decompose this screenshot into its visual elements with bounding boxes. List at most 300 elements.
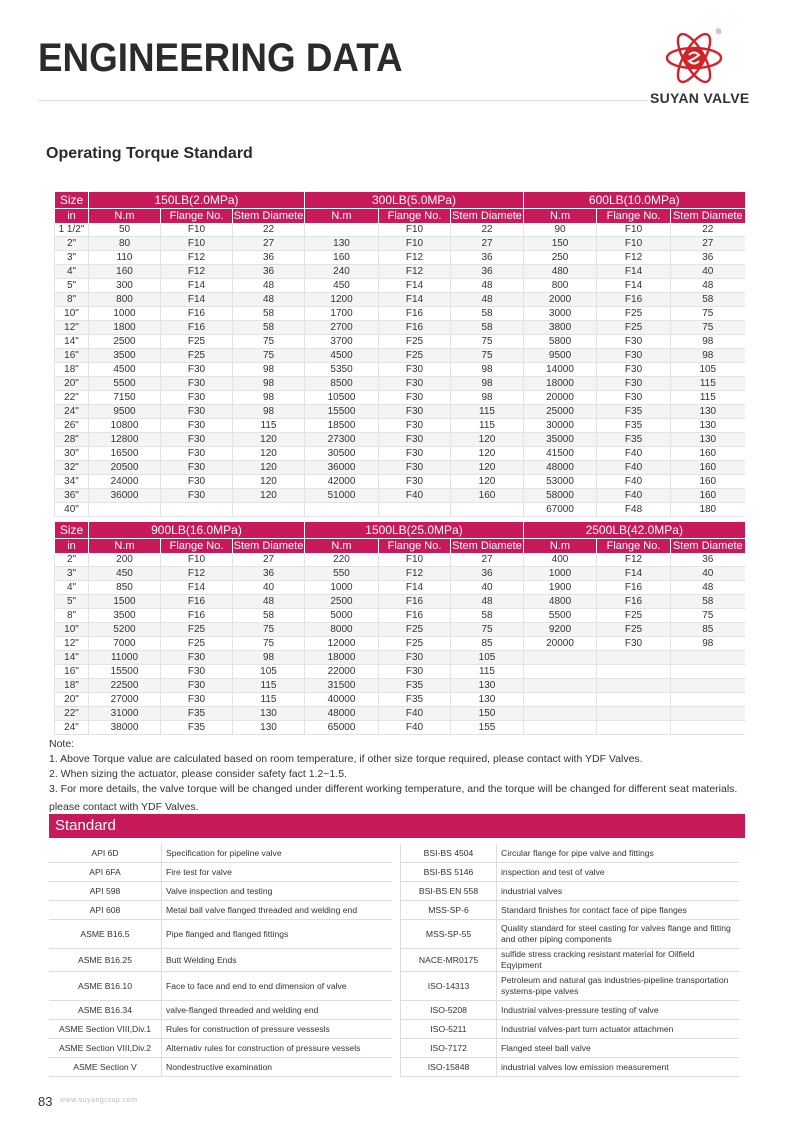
table-row	[55, 335, 745, 349]
value-cell: 98	[233, 651, 305, 665]
value-cell	[597, 707, 671, 721]
value-cell: F25	[379, 335, 451, 349]
header-in: in	[55, 209, 89, 224]
value-cell: 240	[305, 265, 379, 279]
size-cell: 36"	[55, 489, 89, 503]
value-cell: F12	[597, 553, 671, 567]
value-cell: F25	[379, 349, 451, 363]
value-cell: 98	[671, 637, 745, 651]
value-cell: 27300	[305, 433, 379, 447]
table-row	[55, 609, 745, 623]
group-header: 900LB(16.0MPa)	[89, 522, 305, 539]
size-cell: 26"	[55, 419, 89, 433]
value-cell: 48	[671, 279, 745, 293]
value-cell	[597, 721, 671, 735]
value-cell	[161, 503, 233, 517]
value-cell: F12	[161, 265, 233, 279]
standard-row	[49, 901, 739, 920]
value-cell: 200	[89, 553, 161, 567]
value-cell: 8000	[305, 623, 379, 637]
size-cell: 2"	[55, 553, 89, 567]
value-cell: F14	[379, 581, 451, 595]
value-cell: 160	[451, 489, 524, 503]
header-size: Size	[55, 192, 89, 209]
value-cell: F30	[379, 419, 451, 433]
value-cell: 10500	[305, 391, 379, 405]
value-cell: 40	[233, 581, 305, 595]
col-header: Flange No.	[597, 209, 671, 224]
value-cell	[671, 679, 745, 693]
table-row	[55, 419, 745, 433]
table-row	[55, 595, 745, 609]
value-cell: 75	[451, 335, 524, 349]
value-cell: 160	[671, 447, 745, 461]
size-cell: 32"	[55, 461, 89, 475]
standard-row	[49, 920, 739, 949]
standard-description: Alternativ rules for construction of pressure vessels	[162, 1039, 393, 1058]
table-row	[55, 637, 745, 651]
value-cell: 27000	[89, 693, 161, 707]
value-cell: F10	[379, 223, 451, 237]
group-header: 150LB(2.0MPa)	[89, 192, 305, 209]
value-cell: 115	[451, 419, 524, 433]
value-cell	[597, 651, 671, 665]
table-row	[55, 553, 745, 567]
standard-code: ASME Section V	[49, 1058, 162, 1077]
standard-row	[49, 1020, 739, 1039]
header-divider	[38, 100, 648, 101]
value-cell: 850	[89, 581, 161, 595]
value-cell: 800	[89, 293, 161, 307]
value-cell: F30	[161, 405, 233, 419]
value-cell: 8500	[305, 377, 379, 391]
value-cell	[451, 503, 524, 517]
value-cell: 58	[451, 321, 524, 335]
value-cell: 5500	[524, 609, 597, 623]
value-cell: 36	[233, 265, 305, 279]
standard-code: MSS-SP-55	[401, 920, 497, 949]
value-cell: 150	[451, 707, 524, 721]
value-cell: 40	[671, 265, 745, 279]
value-cell: 110	[89, 251, 161, 265]
table-row	[55, 405, 745, 419]
value-cell: F30	[597, 637, 671, 651]
value-cell: 115	[671, 377, 745, 391]
size-cell: 10"	[55, 623, 89, 637]
value-cell: 2500	[89, 335, 161, 349]
value-cell: F16	[597, 293, 671, 307]
value-cell	[524, 693, 597, 707]
value-cell: 115	[233, 693, 305, 707]
table-row	[55, 503, 745, 517]
value-cell: 400	[524, 553, 597, 567]
value-cell: 130	[451, 693, 524, 707]
value-cell: 3500	[89, 349, 161, 363]
value-cell: 80	[89, 237, 161, 251]
value-cell: 75	[233, 335, 305, 349]
value-cell: F16	[161, 321, 233, 335]
value-cell: 160	[89, 265, 161, 279]
value-cell: F30	[379, 391, 451, 405]
value-cell: 120	[233, 489, 305, 503]
value-cell: F30	[161, 651, 233, 665]
value-cell: 75	[451, 623, 524, 637]
value-cell: 130	[671, 419, 745, 433]
value-cell: F10	[161, 223, 233, 237]
value-cell: 22000	[305, 665, 379, 679]
size-cell: 34"	[55, 475, 89, 489]
value-cell: F40	[597, 461, 671, 475]
size-cell: 3"	[55, 567, 89, 581]
standard-row	[49, 863, 739, 882]
standard-description: Nondestructive examination	[162, 1058, 393, 1077]
standard-description: Metal ball valve flanged threaded and welding end	[162, 901, 393, 920]
value-cell: 12000	[305, 637, 379, 651]
value-cell: F12	[161, 251, 233, 265]
column-gap	[392, 1058, 401, 1077]
standard-code: ASME B16.25	[49, 949, 162, 972]
value-cell: 130	[305, 237, 379, 251]
value-cell: 53000	[524, 475, 597, 489]
group-header: 600LB(10.0MPa)	[524, 192, 745, 209]
size-cell: 20"	[55, 377, 89, 391]
standard-description: Circular flange for pipe valve and fittings	[497, 844, 740, 863]
value-cell: F30	[161, 363, 233, 377]
standard-code: API 6FA	[49, 863, 162, 882]
value-cell: F35	[597, 419, 671, 433]
value-cell: 48	[451, 595, 524, 609]
value-cell: 105	[233, 665, 305, 679]
torque-table-1	[54, 192, 745, 517]
col-header: N.m	[89, 209, 161, 224]
standard-description: valve-flanged threaded and welding end	[162, 1001, 393, 1020]
value-cell: 130	[671, 433, 745, 447]
table-row	[55, 693, 745, 707]
value-cell: F10	[161, 237, 233, 251]
value-cell: F30	[379, 475, 451, 489]
col-header: N.m	[305, 209, 379, 224]
value-cell: F25	[379, 637, 451, 651]
value-cell: 48	[233, 595, 305, 609]
value-cell: F40	[379, 707, 451, 721]
value-cell: 20000	[524, 391, 597, 405]
value-cell: 27	[233, 553, 305, 567]
table-row	[55, 707, 745, 721]
value-cell: F16	[379, 595, 451, 609]
value-cell	[671, 693, 745, 707]
value-cell: 130	[233, 721, 305, 735]
size-cell: 8"	[55, 293, 89, 307]
standard-description: Petroleum and natural gas industries-pipeline transportation systems-pipe valves	[497, 972, 740, 1001]
value-cell: F48	[597, 503, 671, 517]
group-header: 300LB(5.0MPa)	[305, 192, 524, 209]
value-cell: 130	[451, 679, 524, 693]
value-cell: 3700	[305, 335, 379, 349]
size-cell: 5"	[55, 279, 89, 293]
value-cell: 36	[671, 251, 745, 265]
value-cell: 1000	[305, 581, 379, 595]
value-cell: 30000	[524, 419, 597, 433]
col-header: Stem Diamete	[671, 539, 745, 554]
table-row	[55, 307, 745, 321]
table-row	[55, 363, 745, 377]
value-cell: 58	[451, 609, 524, 623]
value-cell: 27	[233, 237, 305, 251]
table-row	[55, 475, 745, 489]
value-cell: F12	[161, 567, 233, 581]
column-gap	[392, 949, 401, 972]
value-cell: 12800	[89, 433, 161, 447]
value-cell: F40	[597, 475, 671, 489]
standard-row	[49, 1001, 739, 1020]
value-cell: 98	[233, 391, 305, 405]
standard-row	[49, 1058, 739, 1077]
standard-description: Industrial valves-part turn actuator attachmen	[497, 1020, 740, 1039]
value-cell: F25	[161, 637, 233, 651]
table-row	[55, 567, 745, 581]
value-cell: F10	[379, 553, 451, 567]
value-cell: 25000	[524, 405, 597, 419]
standard-row	[49, 882, 739, 901]
value-cell: F30	[379, 665, 451, 679]
value-cell: 85	[671, 623, 745, 637]
standard-description: industrial valves	[497, 882, 740, 901]
note-line: Note:	[49, 738, 75, 750]
value-cell: 1000	[89, 307, 161, 321]
size-cell: 4"	[55, 265, 89, 279]
value-cell: F16	[161, 307, 233, 321]
value-cell: F14	[597, 567, 671, 581]
standard-description: industrial valves low emission measurement	[497, 1058, 740, 1077]
size-cell: 12"	[55, 637, 89, 651]
notes	[49, 737, 769, 815]
value-cell: F40	[597, 489, 671, 503]
value-cell: 4500	[89, 363, 161, 377]
value-cell: F30	[161, 693, 233, 707]
value-cell: F16	[161, 609, 233, 623]
value-cell: 48	[451, 293, 524, 307]
value-cell: 16500	[89, 447, 161, 461]
value-cell: F30	[161, 665, 233, 679]
value-cell: 31000	[89, 707, 161, 721]
col-header: Flange No.	[379, 539, 451, 554]
note-line: 3. For more details, the valve torque will be changed under different working temperature, and the torque will be changed for different seat materials.	[49, 783, 738, 795]
value-cell: F30	[379, 651, 451, 665]
size-cell: 8"	[55, 609, 89, 623]
value-cell: F12	[597, 251, 671, 265]
value-cell	[89, 503, 161, 517]
column-gap	[392, 844, 401, 863]
value-cell: F10	[597, 223, 671, 237]
value-cell: 3000	[524, 307, 597, 321]
value-cell: 9500	[89, 405, 161, 419]
value-cell: F30	[379, 433, 451, 447]
value-cell: F30	[161, 391, 233, 405]
value-cell: 36000	[89, 489, 161, 503]
value-cell: F10	[161, 553, 233, 567]
value-cell: 120	[451, 447, 524, 461]
value-cell: 98	[671, 335, 745, 349]
value-cell: 98	[451, 391, 524, 405]
value-cell	[305, 503, 379, 517]
standard-description: Quality standard for steel casting for valves flange and fitting and other piping components	[497, 920, 740, 949]
column-gap	[392, 972, 401, 1001]
value-cell: 58	[451, 307, 524, 321]
size-cell: 16"	[55, 349, 89, 363]
standard-description: Pipe flanged and flanged fittings	[162, 920, 393, 949]
value-cell: F16	[379, 609, 451, 623]
value-cell: 105	[451, 651, 524, 665]
value-cell: F30	[379, 377, 451, 391]
size-cell: 22"	[55, 391, 89, 405]
value-cell: 18500	[305, 419, 379, 433]
column-gap	[392, 1001, 401, 1020]
column-gap	[392, 901, 401, 920]
value-cell: 50	[89, 223, 161, 237]
value-cell: F16	[161, 595, 233, 609]
section-title: Operating Torque Standard	[46, 145, 253, 162]
value-cell: 35000	[524, 433, 597, 447]
value-cell: 1800	[89, 321, 161, 335]
standard-header	[49, 814, 745, 838]
size-cell: 1 1/2"	[55, 223, 89, 237]
size-cell: 5"	[55, 595, 89, 609]
value-cell: 120	[233, 447, 305, 461]
value-cell: F30	[161, 475, 233, 489]
value-cell: 1200	[305, 293, 379, 307]
value-cell: 450	[305, 279, 379, 293]
value-cell: F40	[379, 721, 451, 735]
value-cell: 5350	[305, 363, 379, 377]
value-cell: F16	[597, 581, 671, 595]
value-cell: 36000	[305, 461, 379, 475]
value-cell: 48	[451, 279, 524, 293]
value-cell: 36	[671, 553, 745, 567]
column-gap	[392, 1020, 401, 1039]
value-cell	[597, 665, 671, 679]
value-cell: F40	[597, 447, 671, 461]
standard-code: BSI-BS EN 558	[401, 882, 497, 901]
value-cell: 22	[671, 223, 745, 237]
standard-description: Face to face and end to end dimension of valve	[162, 972, 393, 1001]
value-cell: F25	[597, 321, 671, 335]
standard-code: BSI-BS 5146	[401, 863, 497, 882]
standard-code: ISO-14313	[401, 972, 497, 1001]
brand-name: SUYAN VALVE	[650, 90, 750, 106]
value-cell: 115	[671, 391, 745, 405]
table-row	[55, 223, 745, 237]
standard-code: ISO-15848	[401, 1058, 497, 1077]
standard-description: sulfide stress cracking resistant material for Oilfield Eqyipment	[497, 949, 740, 972]
value-cell: 98	[451, 377, 524, 391]
value-cell: F14	[597, 279, 671, 293]
value-cell: F16	[379, 321, 451, 335]
value-cell: 1000	[524, 567, 597, 581]
table-row	[55, 665, 745, 679]
value-cell: F25	[161, 349, 233, 363]
value-cell: F14	[597, 265, 671, 279]
col-header: N.m	[305, 539, 379, 554]
value-cell: F10	[379, 237, 451, 251]
value-cell: 11000	[89, 651, 161, 665]
standard-description: inspection and test of valve	[497, 863, 740, 882]
value-cell: 120	[233, 475, 305, 489]
value-cell: 115	[451, 665, 524, 679]
table-row	[55, 623, 745, 637]
page-title: ENGINEERING DATA	[38, 36, 403, 80]
value-cell: 38000	[89, 721, 161, 735]
value-cell: 98	[233, 377, 305, 391]
column-gap	[392, 1039, 401, 1058]
value-cell: F35	[161, 721, 233, 735]
value-cell: 36	[233, 251, 305, 265]
value-cell	[305, 223, 379, 237]
value-cell: F35	[379, 679, 451, 693]
size-cell: 14"	[55, 651, 89, 665]
value-cell: 20000	[524, 637, 597, 651]
value-cell: 7000	[89, 637, 161, 651]
value-cell: F30	[597, 335, 671, 349]
value-cell: 58000	[524, 489, 597, 503]
value-cell: F14	[161, 279, 233, 293]
value-cell: F14	[161, 581, 233, 595]
value-cell: F30	[597, 349, 671, 363]
value-cell: 85	[451, 637, 524, 651]
value-cell: 115	[233, 679, 305, 693]
note-line: 2. When sizing the actuator, please consider safety fact 1.2~1.5.	[49, 768, 347, 780]
value-cell: F30	[161, 377, 233, 391]
value-cell: 22	[233, 223, 305, 237]
table-row	[55, 279, 745, 293]
standard-description: Rules for construction of pressure vessesls	[162, 1020, 393, 1039]
value-cell: 120	[451, 461, 524, 475]
value-cell: 40	[451, 581, 524, 595]
col-header: N.m	[524, 209, 597, 224]
size-cell: 3"	[55, 251, 89, 265]
standard-code: ASME Section VIII,Div.1	[49, 1020, 162, 1039]
value-cell: F35	[597, 433, 671, 447]
value-cell	[524, 679, 597, 693]
value-cell: F30	[379, 363, 451, 377]
value-cell: 4500	[305, 349, 379, 363]
value-cell: 75	[233, 623, 305, 637]
value-cell: 1500	[89, 595, 161, 609]
value-cell: 27	[451, 237, 524, 251]
value-cell: 27	[671, 237, 745, 251]
value-cell: F30	[597, 377, 671, 391]
value-cell: 3500	[89, 609, 161, 623]
value-cell: 48	[233, 293, 305, 307]
col-header: Flange No.	[161, 539, 233, 554]
value-cell: 40	[671, 567, 745, 581]
value-cell: 300	[89, 279, 161, 293]
size-cell: 40"	[55, 503, 89, 517]
value-cell: 75	[671, 609, 745, 623]
standard-description: Valve inspection and testing	[162, 882, 393, 901]
value-cell: 65000	[305, 721, 379, 735]
value-cell: 36	[451, 265, 524, 279]
value-cell	[524, 665, 597, 679]
value-cell	[671, 651, 745, 665]
value-cell: 48	[671, 581, 745, 595]
value-cell: 48000	[524, 461, 597, 475]
value-cell	[524, 651, 597, 665]
value-cell: 9500	[524, 349, 597, 363]
value-cell: 36	[233, 567, 305, 581]
value-cell: 160	[671, 475, 745, 489]
value-cell: 155	[451, 721, 524, 735]
value-cell: F30	[597, 391, 671, 405]
